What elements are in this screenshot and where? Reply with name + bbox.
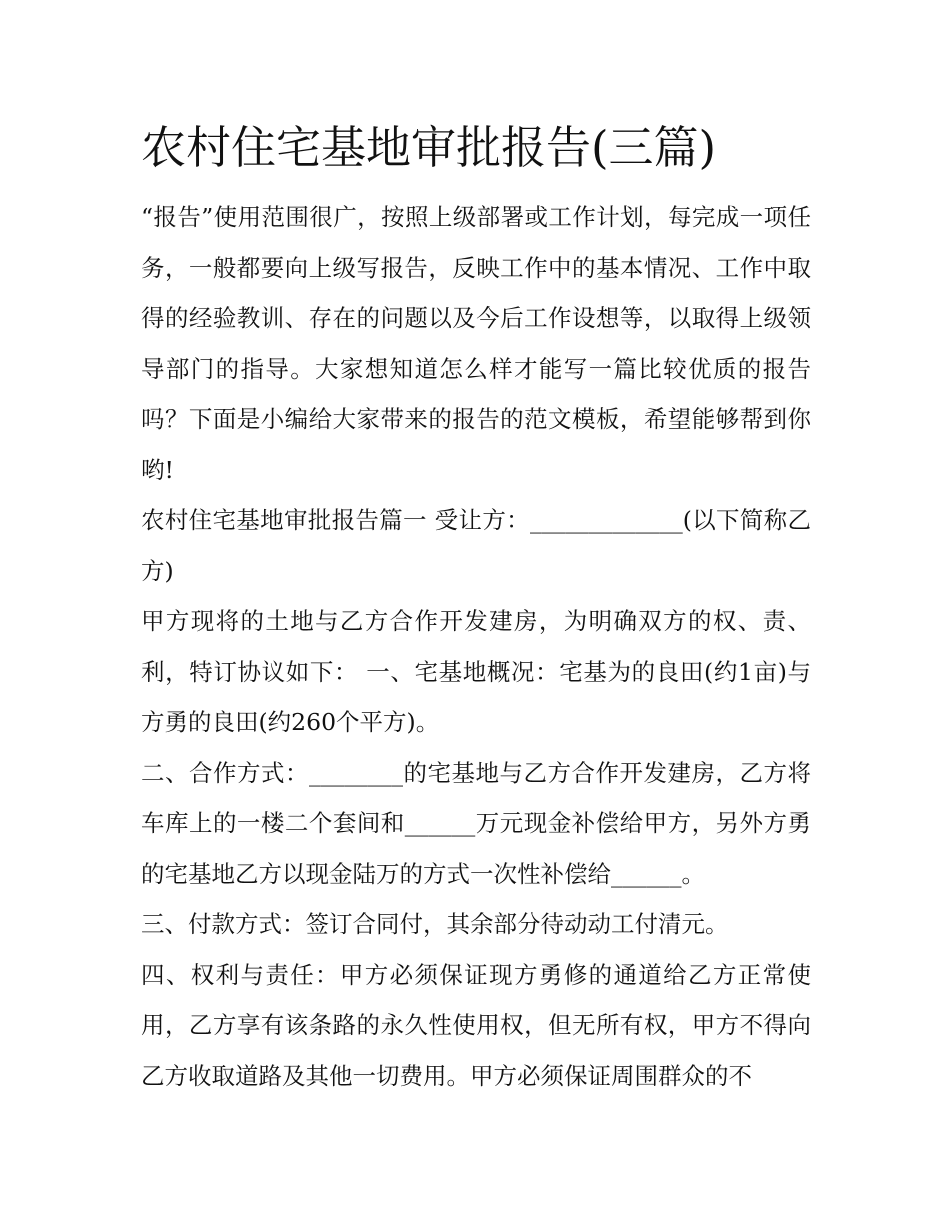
intro-paragraph: “报告”使用范围很广，按照上级部署或工作计划，每完成一项任务，一般都要向上级写报告，反映工作中的基本情况、工作中取得的经验教训、存在的问题以及今后工作设想等，以取得上级领导部门的指导。大家想知道怎么样才能写一篇比较优质的报告吗？下面是小编给大家带来的报告的范文模板，希望能够帮到你哟! <box>141 203 811 484</box>
agreement-intro-paragraph: 甲方现将的土地与乙方合作开发建房，为明确双方的权、责、利，特订协议如下： 一、宅基地概况：宅基为的良田(约1亩)与方勇的良田(约260个平方)。 <box>141 607 811 736</box>
section-header-paragraph: 农村住宅基地审批报告篇一 受让方：_____________(以下简称乙方) <box>141 506 811 585</box>
rights-responsibilities-paragraph: 四、权利与责任：甲方必须保证现方勇修的通道给乙方正常使用，乙方享有该条路的永久性使用权，但无所有权，甲方不得向乙方收取道路及其他一切费用。甲方必须保证周围群众的不 <box>141 960 811 1090</box>
document-title: 农村住宅基地审批报告(三篇) <box>141 121 717 174</box>
document-page <box>141 118 811 1101</box>
payment-method-paragraph: 三、付款方式：签订合同付，其余部分待动动工付清元。 <box>141 910 729 938</box>
cooperation-method-paragraph: 二、合作方式：________的宅基地与乙方合作开发建房，乙方将车库上的一楼二个套间和______万元现金补偿给甲方，另外方勇的宅基地乙方以现金陆万的方式一次性补偿给______。 <box>141 758 811 888</box>
